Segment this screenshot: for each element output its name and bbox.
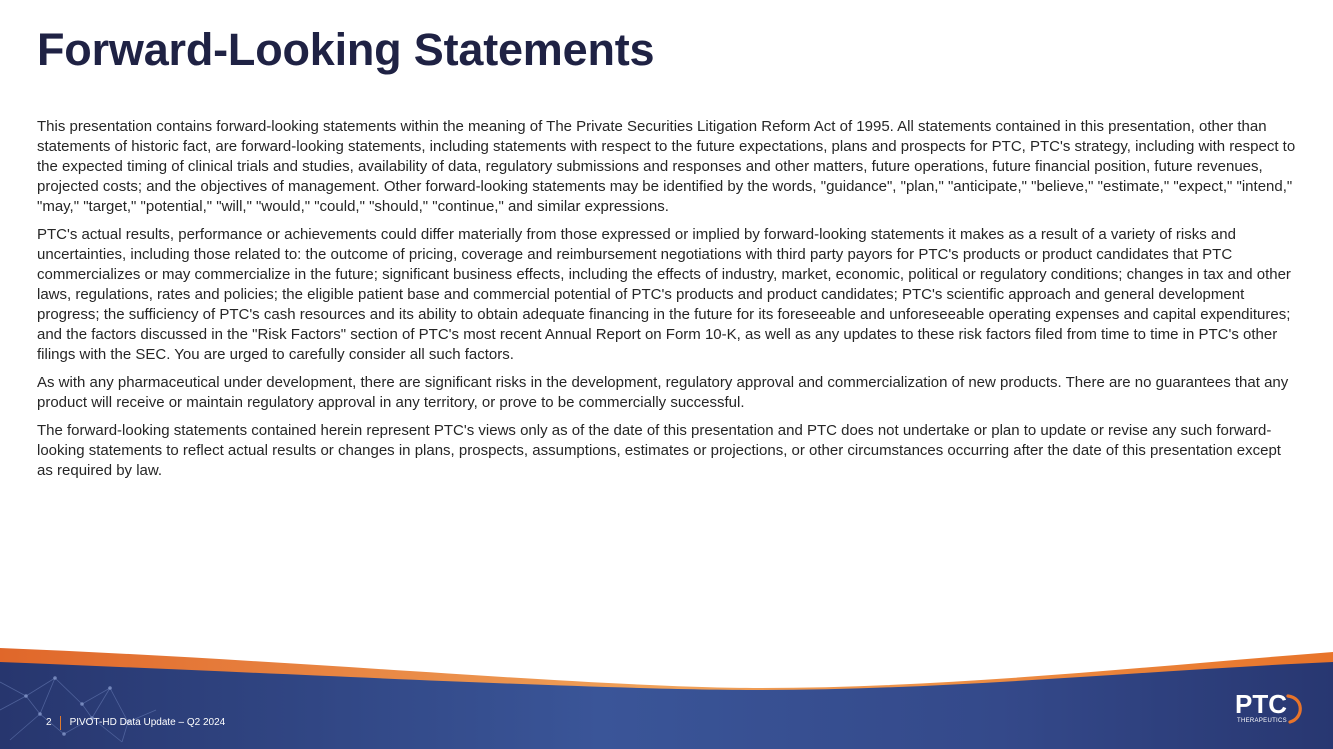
ptc-logo [1234, 686, 1306, 726]
footer-band [0, 630, 1333, 749]
footer-divider [60, 716, 61, 730]
footer [46, 716, 225, 730]
slide-title: Forward-Looking Statements [37, 24, 655, 75]
paragraph-no-update: The forward-looking statements contained herein represent PTC's views only as of the date of this presentation and PTC does not undertake or plan to update or revise any such forward-looking statements to reflect actual results or changes in plans, prospects, assumptions, estimates or projections, or other circumstances occurring after the date of this presentation except as required by law. [37, 422, 1281, 479]
logo-arc [1288, 696, 1300, 722]
paragraph-intro: This presentation contains forward-looking statements within the meaning of The Private Securities Litigation Reform Act of 1995. All statements contained in this presentation, other than statements of historic fact, are forward-looking statements, including statements with respect to the future expectations, plans and prospects for PTC, PTC's strategy, including with respect to the expected timing of clinical trials and studies, availability of data, regulatory submissions and responses and other matters, future operations, future financial position, future revenues, projected costs; and the objectives of management. Other forward-looking statements may be identified by the words, "guidance", "plan," "anticipate," "believe," "estimate," "expect," "intend," "may," "target," "potential," "will," "would," "could," "should," "continue," and similar expressions. [37, 118, 1296, 215]
footer-deck-title: PIVOT-HD Data Update – Q2 2024 [69, 717, 226, 728]
page-number: 2 [46, 717, 52, 728]
paragraph-risks: PTC's actual results, performance or achievements could differ materially from those expressed or implied by forward-looking statements it makes as a result of a variety of risks and uncertainties, including those related to: the outcome of pricing, coverage and reimbursement negotiations with third party payors for PTC's products or product candidates that PTC commercializes or may commercialize in the future; significant business effects, including the effects of industry, market, economic, political or regulatory conditions; changes in tax and other laws, regulations, rates and policies; the eligible patient base and commercial potential of PTC's products and product candidates; PTC's scientific approach and general development progress; the sufficiency of PTC's cash resources and its ability to obtain adequate financing in the future for its foreseeable and unforeseeable operating expenses and capital expenditures; and the factors discussed in the "Risk Factors" section of PTC's most recent Annual Report on Form 10-K, as well as any updates to these risk factors filed from time to time in PTC's other filings with the SEC. You are urged to carefully consider all such factors. [37, 226, 1291, 363]
navy-band [0, 662, 1333, 749]
logo-tagline: THERAPEUTICS [1237, 718, 1287, 724]
slide-body [37, 117, 1299, 489]
logo-wordmark: PTC [1235, 689, 1287, 719]
paragraph-pharma-risks: As with any pharmaceutical under development, there are significant risks in the development, regulatory approval and commercialization of new products. There are no guarantees that any product will receive or maintain regulatory approval in any territory, or prove to be commercially successful. [37, 374, 1289, 411]
